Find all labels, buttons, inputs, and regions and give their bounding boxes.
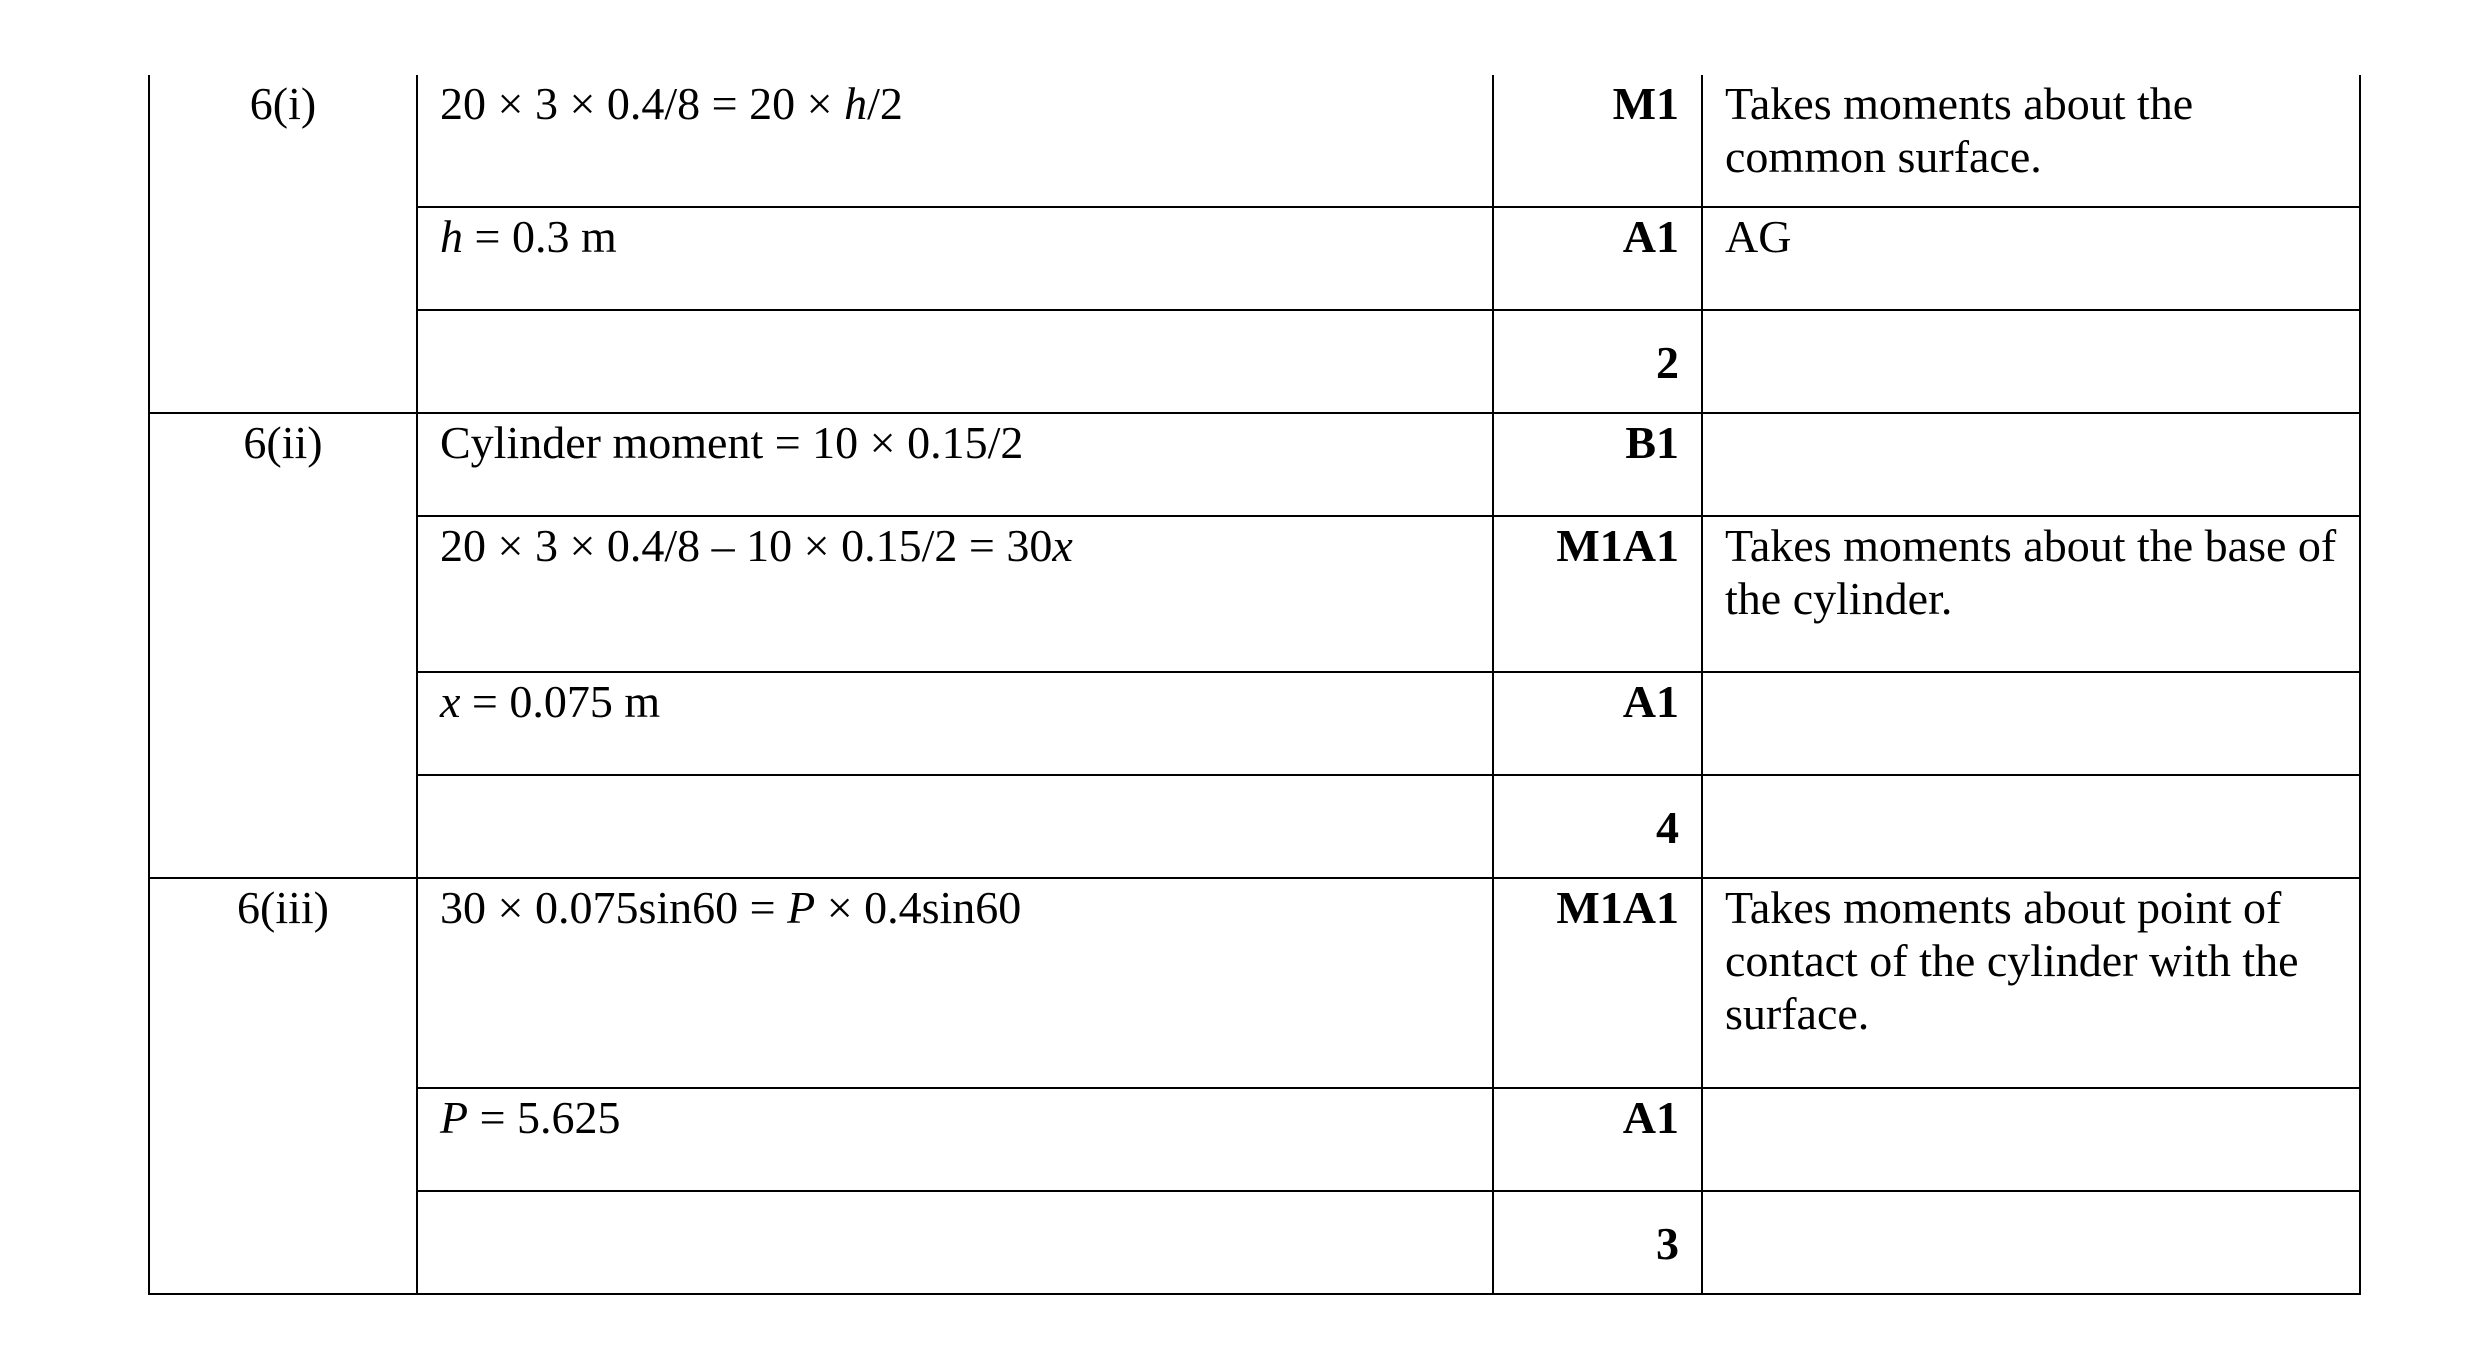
table-row [149,1191,2360,1294]
question-number: 6(ii) [149,413,417,878]
table-row [149,516,2360,672]
answer-cell [417,1191,1493,1294]
guidance-cell [1702,413,2360,516]
guidance-cell: Takes moments about the base of the cylinder. [1702,516,2360,672]
table-row [149,775,2360,878]
table-row [149,672,2360,775]
mark-scheme-table [148,75,2361,1295]
table-row [149,207,2360,310]
guidance-cell: Takes moments about point of contact of the cylinder with the surface. [1702,878,2360,1088]
answer-cell [417,775,1493,878]
answer-cell: h = 0.3 m [417,207,1493,310]
table-row [149,1088,2360,1191]
guidance-cell [1702,310,2360,413]
answer-cell: Cylinder moment = 10 × 0.15/2 [417,413,1493,516]
answer-cell: 30 × 0.075sin60 = P × 0.4sin60 [417,878,1493,1088]
mark-cell: B1 [1493,413,1702,516]
mark-cell: A1 [1493,207,1702,310]
guidance-cell: AG [1702,207,2360,310]
mark-cell: M1 [1493,75,1702,207]
total-mark-cell: 3 [1493,1191,1702,1294]
answer-cell [417,310,1493,413]
mark-cell: A1 [1493,1088,1702,1191]
guidance-cell [1702,775,2360,878]
answer-cell: P = 5.625 [417,1088,1493,1191]
answer-cell: 20 × 3 × 0.4/8 – 10 × 0.15/2 = 30x [417,516,1493,672]
table-row [149,413,2360,516]
mark-cell: A1 [1493,672,1702,775]
guidance-cell [1702,1191,2360,1294]
total-mark-cell: 4 [1493,775,1702,878]
guidance-cell [1702,672,2360,775]
total-mark-cell: 2 [1493,310,1702,413]
mark-cell: M1A1 [1493,516,1702,672]
question-number: 6(i) [149,75,417,413]
table-row [149,310,2360,413]
mark-cell: M1A1 [1493,878,1702,1088]
table-row [149,75,2360,207]
answer-cell: x = 0.075 m [417,672,1493,775]
table-row [149,878,2360,1088]
guidance-cell [1702,1088,2360,1191]
answer-cell: 20 × 3 × 0.4/8 = 20 × h/2 [417,75,1493,207]
guidance-cell: Takes moments about the common surface. [1702,75,2360,207]
question-number: 6(iii) [149,878,417,1294]
